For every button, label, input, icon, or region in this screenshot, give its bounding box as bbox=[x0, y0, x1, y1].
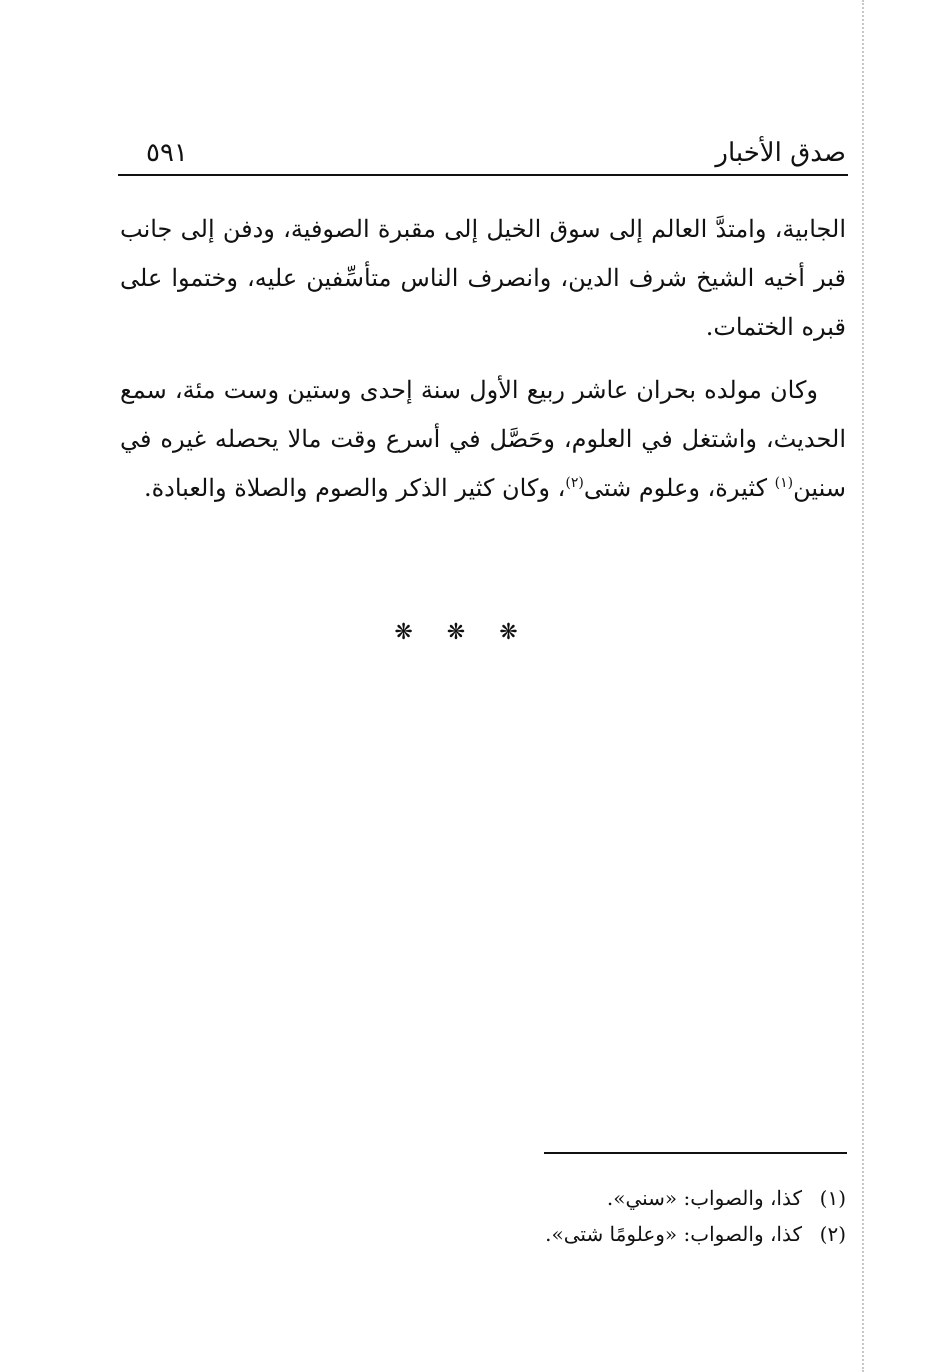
footnote-1 bbox=[400, 1180, 846, 1216]
footnote-text: كذا، والصواب: «سني». bbox=[606, 1186, 802, 1210]
paragraph-2-part-3: ، وكان كثير الذكر والصوم والصلاة والعبادة. bbox=[143, 474, 566, 502]
paragraph-1: الجابية، وامتدَّ العالم إلى سوق الخيل إلى مقبرة الصوفية، ودفن إلى جانب قبر أخيه الشيخ شرف الدين، وانصرف الناس متأسِّفين عليه، وختموا على قبره الختمات. bbox=[120, 215, 846, 341]
paragraph-2 bbox=[120, 366, 846, 513]
running-title: صدق الأخبار bbox=[715, 138, 846, 168]
paragraph-2-part-1: وكان مولده بحران عاشر ربيع الأول سنة إحدى وستين وست مئة، سمع الحديث، واشتغل في العلوم، وحَصَّل في أسرع وقت مالا يحصله غيره في سنين bbox=[120, 376, 846, 502]
footnote-ref-2[interactable]: (٢) bbox=[565, 475, 584, 491]
footnotes bbox=[400, 1180, 846, 1252]
footnote-text: كذا، والصواب: «وعلومًا شتى». bbox=[545, 1222, 802, 1246]
footnote-ref-1[interactable]: (١) bbox=[774, 475, 794, 491]
body-text bbox=[120, 205, 846, 513]
page-header bbox=[118, 128, 848, 176]
footnote-divider bbox=[544, 1152, 847, 1154]
page-number: ٥٩١ bbox=[146, 138, 188, 168]
paragraph-2-part-2: كثيرة، وعلوم شتى bbox=[583, 474, 775, 502]
footnote-number: (٢) bbox=[819, 1222, 846, 1246]
footnote-2 bbox=[400, 1216, 846, 1252]
section-separator-stars: ❋❋❋ bbox=[394, 620, 552, 645]
page-edge-dots bbox=[862, 0, 864, 1372]
footnote-number: (١) bbox=[819, 1186, 846, 1210]
